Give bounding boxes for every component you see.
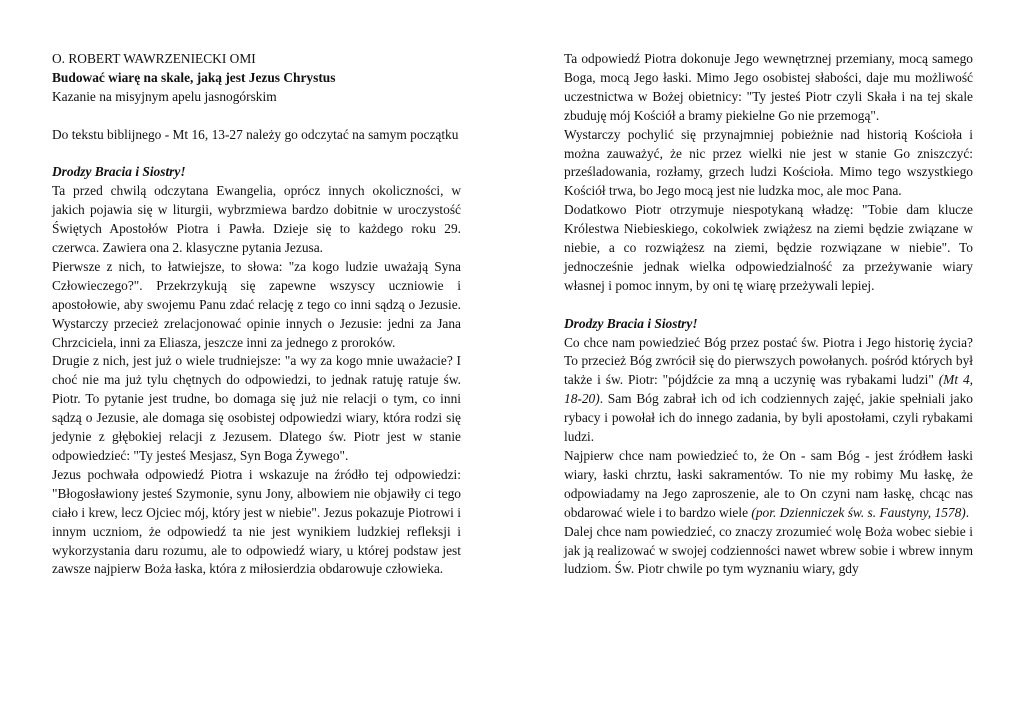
sermon-subtitle: Kazanie na misyjnym apelu jasnogórskim (52, 88, 277, 104)
spacer (52, 145, 461, 164)
diary-citation: (por. Dzienniczek św. s. Faustyny, 1578) (751, 504, 966, 520)
reading-note: Do tekstu biblijnego - Mt 16, 13-27 należy go odczytać na samym początku (52, 126, 459, 142)
paragraph (564, 334, 973, 447)
paragraph (564, 447, 973, 523)
paragraph: Pierwsze z nich, to łatwiejsze, to słowa: "za kogo ludzie uważają Syna Człowieczego?". Przekrzykują się zapewne wszyscy uczniowie i apostołowie, aby swojemu Panu zdać relację z tego co inni sądzą o Jezusie. Wystarczy przecież zrelacjonować opinie innych o Jezusie: jedni za Jana Chrzciciela, inni za Eliasza, jeszcze inni za jednego z proroków. (52, 258, 461, 350)
paragraph: Drugie z nich, jest już o wiele trudniejsze: "a wy za kogo mnie uważacie? I choć nie ma już tylu chętnych do odpowiedzi, to jednak ratuję ratuje św. Piotr. To pytanie jest trudne, bo domaga się już nie relacji o tym, co inni sądzą o Jezusie, ale domaga się osobistej odpowiedzi wiary, która rodzi się jedynie z głębokiej relacji z Jezusem. Dlatego św. Piotr jest w stanie odpowiedzieć: "Ty jesteś Mesjasz, Syn Boga Żywego". (52, 353, 461, 463)
right-page (564, 50, 973, 579)
spacer (564, 296, 973, 315)
greeting: Drodzy Bracia i Siostry! (564, 315, 698, 331)
scripture-citation: (Mt 4, 18-20) (564, 372, 973, 407)
paragraph: Jezus pochwała odpowiedź Piotra i wskazuje na źródło tej odpowiedzi: "Błogosławiony jesteś Szymonie, synu Jony, albowiem nie objawiły ci tego ciało i krew, lecz Ojciec mój, który jest w niebie". Jezus pokazuje Piotrowi i innym uczniom, że odpowiedź ta nie jest wynikiem ludzkiej refleksji i wykorzystania daru rozumu, ale to odpowiedź wiary, u której podstaw jest zawsze najpierw Boża łaska, która z miłosierdzia obdarowuje człowieka. (52, 466, 461, 577)
greeting: Drodzy Bracia i Siostry! (52, 164, 186, 180)
sermon-title: Budować wiarę na skale, jaką jest Jezus Chrystus (52, 69, 336, 85)
left-page (52, 50, 461, 579)
author-line: O. ROBERT WAWRZENIECKI OMI (52, 51, 256, 66)
paragraph-text: . Sam Bóg zabrał ich od ich codziennych zajęć, jakie spełniali jako rybacy i powołał ich do innego zadania, by byli apostołami, czyli rybakami ludzi. (564, 391, 973, 445)
paragraph: Ta odpowiedź Piotra dokonuje Jego wewnętrznej przemiany, mocą samego Boga, mocą Jego łaski. Mimo Jego osobistej słabości, daje mu możliwość uczestnictwa w Bożej obietnicy: "Ty jesteś Piotr czyli Skała i na tej skale zbuduję mój Kościół a bramy piekielne Go nie przemogą". (564, 51, 973, 123)
paragraph-text: Co chce nam powiedzieć Bóg przez postać św. Piotra i Jego historię życia? To przecież Bóg zwrócił się do pierwszych powołanych. pośród których był także i św. Piotr: "pójdźcie za mną a uczynię was rybakami ludzi" (564, 334, 973, 388)
paragraph-text: . (965, 504, 970, 520)
paragraph: Ta przed chwilą odczytana Ewangelia, oprócz innych okoliczności, w jakich pojawia się w liturgii, wybrzmiewa bardzo dobitnie w uroczystość Świętych Apostołów Piotra i Pawła. Dzieje się to każdego roku 29. czerwca. Zawiera ona 2. klasyczne pytania Jezusa. (52, 183, 461, 256)
paragraph: Dalej chce nam powiedzieć, co znaczy zrozumieć wolę Boża wobec siebie i jak ją realizować w swojej codzienności nawet wbrew sobie i wbrew innym ludziom. Św. Piotr chwile po tym wyznaniu wiary, gdy (564, 523, 973, 577)
spacer (52, 107, 461, 126)
paragraph: Dodatkowo Piotr otrzymuje niespotykaną władzę: "Tobie dam klucze Królestwa Niebieskiego, cokolwiek zwiążesz na ziemi będzie związane w niebie, a co rozwiążesz na ziemi, będzie rozwiązane w niebie". To jednocześnie jednak wielka odpowiedzialność za przeżywanie wiary własnej i pomoc innym, by oni tę wiarę przeżywali lepiej. (564, 202, 973, 293)
paragraph: Wystarczy pochylić się przynajmniej pobieżnie nad historią Kościoła i można zauważyć, że nic przez wielki nie jest w stanie Go zniszczyć: prześladowania, rozłamy, grzech ludzi Kościoła. Mimo tego wszystkiego Kościół trwa, bo Jego mocą jest nie ludzka moc, ale moc Pana. (564, 126, 973, 199)
paragraph-text: Najpierw chce nam powiedzieć to, że On - sam Bóg - jest źródłem łaski wiary, łaski chrztu, łaski sakramentów. To nie my robimy Mu łaskę, że odpowiadamy na Jego zaproszenie, ale to On czyni nam łaskę, chcąc nas obdarować wiele i to bardzo wiele (564, 448, 973, 520)
